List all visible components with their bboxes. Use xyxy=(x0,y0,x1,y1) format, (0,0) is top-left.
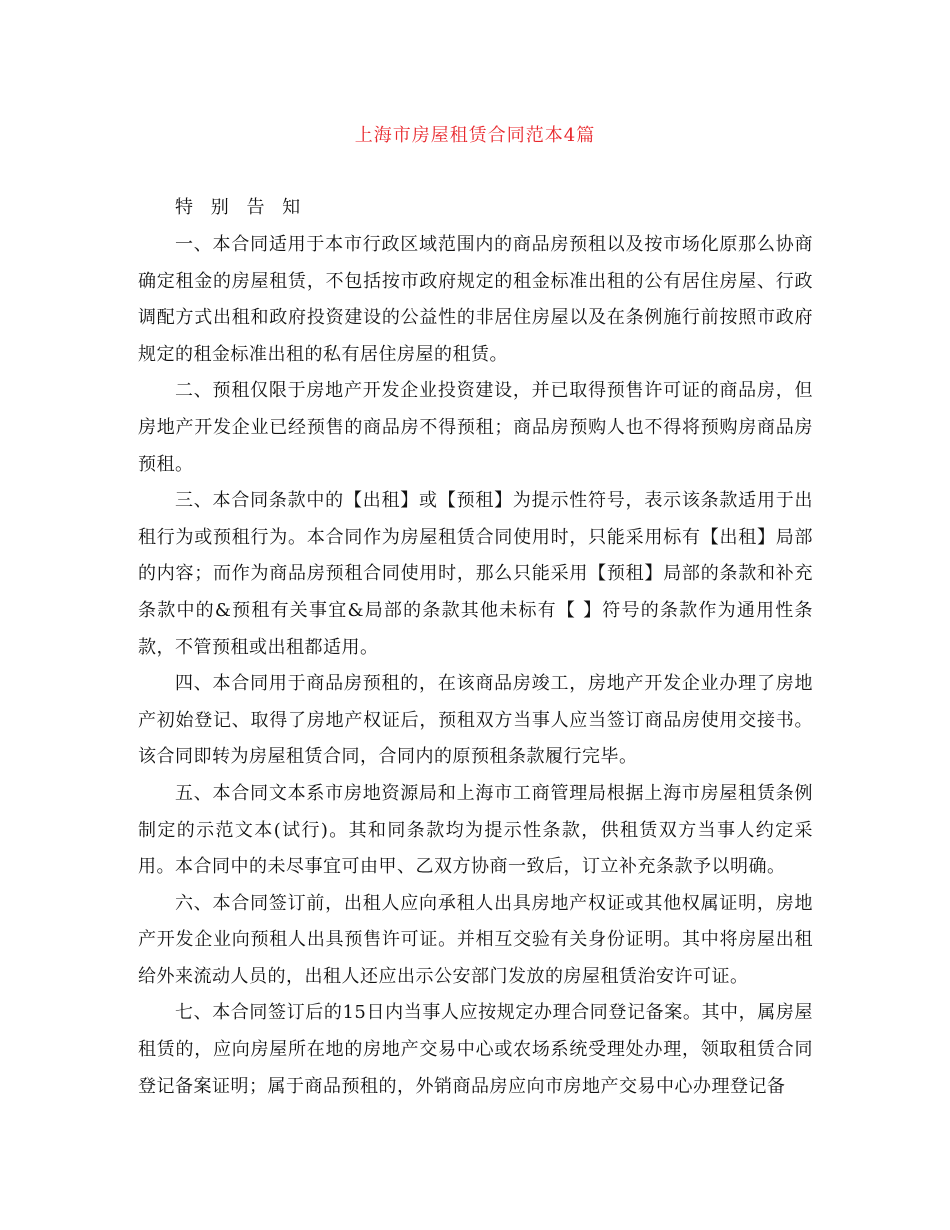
paragraph-5: 五、本合同文本系市房地资源局和上海市工商管理局根据上海市房屋租赁条例制定的示范文本(试行)。其和同条款均为提示性条款，供租赁双方当事人约定采用。本合同中的未尽事宜可由甲、乙双方协商一致后，订立补充条款予以明确。 xyxy=(138,782,813,878)
paragraph-1: 一、本合同适用于本市行政区域范围内的商品房预租以及按市场化原那么协商确定租金的房屋租赁，不包括按市政府规定的租金标准出租的公有居住房屋、行政调配方式出租和政府投资建设的公益性的非居住房屋以及在条例施行前按照市政府规定的租金标准出租的私有居住房屋的租赁。 xyxy=(138,234,813,365)
paragraph-4: 四、本合同用于商品房预租的，在该商品房竣工，房地产开发企业办理了房地产初始登记、取得了房地产权证后，预租双方当事人应当签订商品房使用交接书。该合同即转为房屋租赁合同，合同内的原预租条款履行完毕。 xyxy=(138,673,813,768)
paragraph-2: 二、预租仅限于房地产开发企业投资建设，并已取得预售许可证的商品房，但房地产开发企业已经预售的商品房不得预租；商品房预购人也不得将预购房商品房预租。 xyxy=(138,380,813,475)
paragraph-7: 七、本合同签订后的15日内当事人应按规定办理合同登记备案。其中，属房屋租赁的，应向房屋所在地的房地产交易中心或农场系统受理处办理，领取租赁合同登记备案证明；属于商品预租的，外销商品房应向市房地产交易中心办理登记备 xyxy=(138,1002,813,1097)
notice-heading: 特 别 告 知 xyxy=(175,197,307,218)
paragraph-3: 三、本合同条款中的【出租】或【预租】为提示性符号，表示该条款适用于出租行为或预租行为。本合同作为房屋租赁合同使用时，只能采用标有【出租】局部的内容；而作为商品房预租合同使用时，那么只能采用【预租】局部的条款和补充条款中的&预租有关事宜&局部的条款其他未标有【 】符号的条款作为通用性条款，不管预租或出租都适用。 xyxy=(138,490,813,658)
paragraph-6: 六、本合同签订前，出租人应向承租人出具房地产权证或其他权属证明，房地产开发企业向预租人出具预售许可证。并相互交验有关身份证明。其中将房屋出租给外来流动人员的，出租人还应出示公安部门发放的房屋租赁治安许可证。 xyxy=(138,892,813,987)
document-body xyxy=(138,227,813,1105)
document-title: 上海市房屋租赁合同范本4篇 xyxy=(354,125,596,146)
